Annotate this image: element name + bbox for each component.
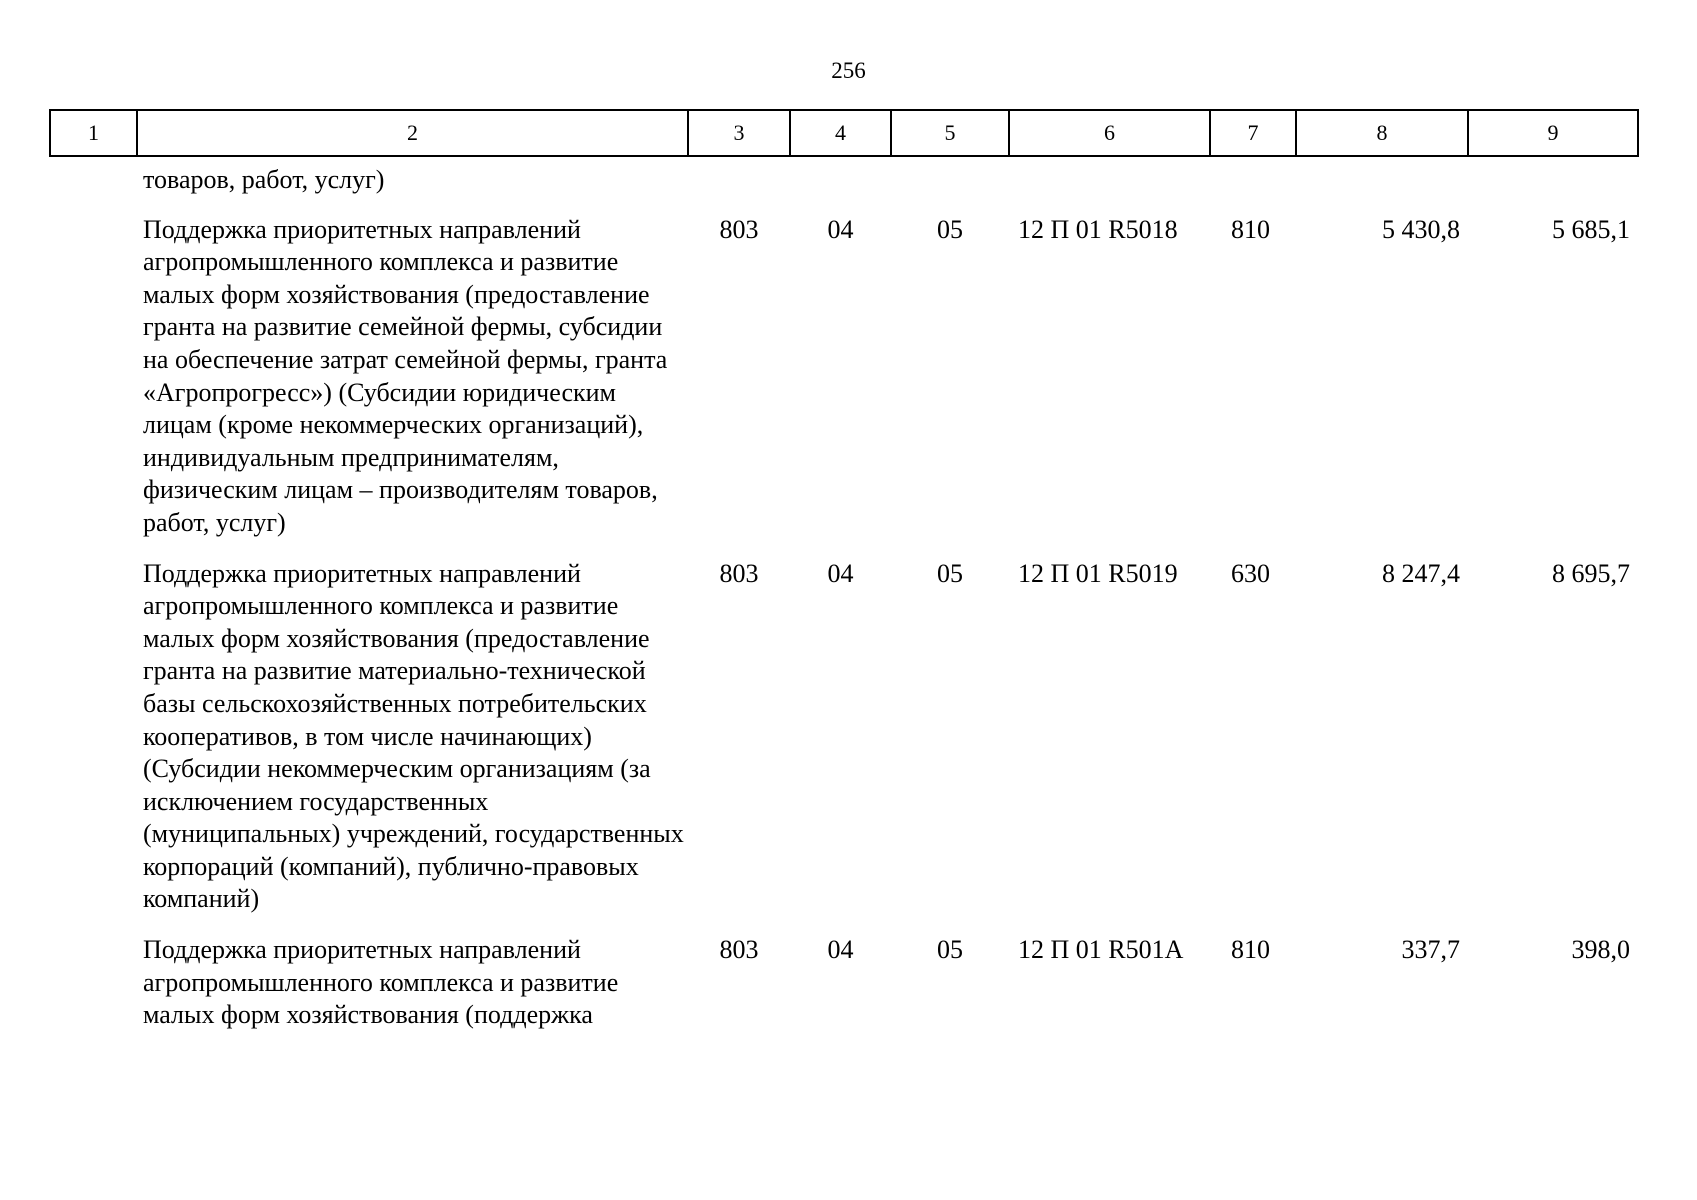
header-cell-8: 8 — [1296, 110, 1468, 156]
row-sum-col8: 5 430,8 — [1382, 214, 1460, 244]
header-cell-1: 1 — [50, 110, 137, 156]
row-expense-type: 630 — [1231, 558, 1270, 588]
row-sum-col9: 5 685,1 — [1552, 214, 1630, 244]
row-sum-col9: 398,0 — [1571, 935, 1630, 965]
row-section: 04 — [827, 935, 854, 965]
row-sum-col9: 8 695,7 — [1552, 558, 1630, 588]
row-expense-type: 810 — [1231, 214, 1270, 244]
table-row — [50, 548, 1638, 925]
header-cell-7: 7 — [1210, 110, 1296, 156]
row-subsection: 05 — [937, 935, 963, 965]
continuation-row — [50, 156, 1638, 204]
table-row — [50, 924, 1638, 1040]
header-cell-2: 2 — [137, 110, 688, 156]
row-target-article: 12 П 01 R501А — [1018, 935, 1184, 965]
row-sum-col8: 8 247,4 — [1382, 558, 1460, 588]
row-subsection: 05 — [937, 558, 963, 588]
header-cell-9: 9 — [1468, 110, 1638, 156]
row-subsection: 05 — [937, 214, 963, 244]
table-row — [50, 204, 1638, 548]
header-row — [50, 110, 1638, 156]
header-cell-3: 3 — [688, 110, 790, 156]
row-sum-col8: 337,7 — [1401, 935, 1460, 965]
continuation-text: товаров, работ, услуг) — [143, 165, 385, 194]
row-grbs: 803 — [719, 935, 759, 965]
budget-table — [49, 109, 1639, 1040]
header-cell-6: 6 — [1009, 110, 1210, 156]
header-cell-5: 5 — [891, 110, 1009, 156]
row-target-article: 12 П 01 R5018 — [1018, 214, 1178, 244]
page-number: 256 — [831, 58, 866, 83]
row-expense-type: 810 — [1231, 935, 1270, 965]
row-description: Поддержка приоритетных направлений агропромышленного комплекса и развитие малых форм хозяйствования (предоставление гранта на развитие семейной фермы, субсидии на обеспечение затрат семейной фермы, гранта «Агропрогресс») (Субсидии юридическим лицам (кроме некоммерческих организаций), индивидуальным предпринимателям, физическим лицам – производителям товаров, работ, услуг) — [143, 214, 668, 537]
row-description: Поддержка приоритетных направлений агропромышленного комплекса и развитие малых форм хозяйствования (поддержка — [143, 935, 619, 1030]
row-description: Поддержка приоритетных направлений агропромышленного комплекса и развитие малых форм хозяйствования (предоставление гранта на развитие материально-технической базы сельскохозяйственных потребительских кооперативов, в том числе начинающих) (Субсидии некоммерческим организациям (за исключением государственных (муниципальных) учреждений, государственных корпораций (компаний), публично-правовых компаний) — [143, 558, 684, 914]
row-grbs: 803 — [719, 214, 759, 244]
row-grbs: 803 — [719, 558, 759, 588]
row-section: 04 — [827, 558, 854, 588]
row-section: 04 — [827, 214, 854, 244]
row-target-article: 12 П 01 R5019 — [1018, 558, 1178, 588]
header-cell-4: 4 — [790, 110, 891, 156]
